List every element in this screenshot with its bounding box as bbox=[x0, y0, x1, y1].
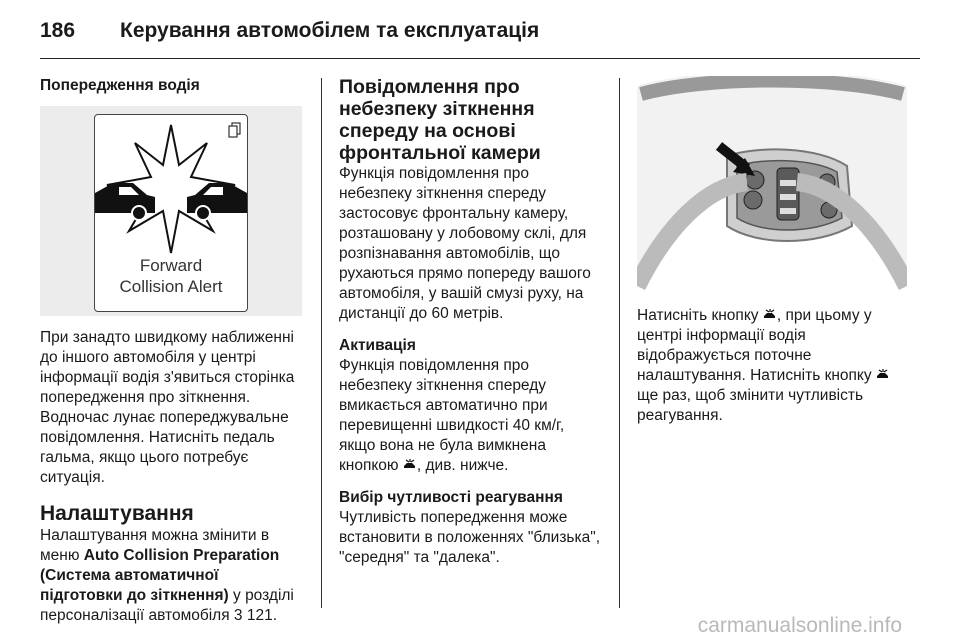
steering-wheel-illustration bbox=[637, 76, 907, 296]
settings-heading: Налаштування bbox=[40, 502, 194, 525]
page-number: 186 bbox=[40, 19, 76, 42]
chapter-title: Керування автомобілем та експлуатація bbox=[120, 19, 540, 42]
sensitivity-instructions bbox=[637, 306, 902, 426]
settings-menu-name: Auto Collision Preparation (Система автоматичної підготовки до зіткнення) bbox=[40, 547, 280, 604]
settings-text bbox=[40, 526, 305, 626]
steering-wheel-figure bbox=[637, 76, 907, 296]
activation-text-pre: Функція повідомлення про небезпеку зіткнення спереду вмикається автоматично при перевищенні швидкості 40 км/г, якщо вона не була вимкнена кнопкою bbox=[339, 357, 565, 474]
activation-subhead: Активація bbox=[339, 337, 416, 354]
watermark: carmanualsonline.info bbox=[697, 614, 902, 637]
activation-text bbox=[339, 356, 604, 476]
header-rule bbox=[40, 58, 920, 59]
driver-warning-subhead: Попередження водія bbox=[40, 77, 200, 94]
column-1 bbox=[40, 76, 305, 626]
column-2 bbox=[339, 76, 604, 568]
instruction-text-post: ще раз, щоб змінити чутливість реагування. bbox=[637, 387, 864, 424]
camera-alert-heading: Повідомлення про небезпеку зіткнення спереду на основі фронтальної камери bbox=[339, 76, 541, 164]
column-divider-2 bbox=[619, 78, 620, 608]
sensitivity-text: Чутливість попередження може встановити в положеннях "близька", "середня" та "далека". bbox=[339, 509, 601, 566]
figure-caption-line2: Collision Alert bbox=[119, 277, 223, 296]
settings-text-pre: Налаштування можна змінити в меню bbox=[40, 527, 270, 564]
instruction-text-mid: , при цьому у центрі інформації водія відображується поточне налаштування. Натисніть кнопку bbox=[637, 307, 876, 384]
alert-display-card bbox=[94, 114, 248, 312]
sensitivity-subhead: Вибір чутливості реагування bbox=[339, 489, 563, 506]
settings-page-ref: 121. bbox=[242, 607, 278, 624]
collision-alert-button-icon bbox=[876, 366, 890, 386]
activation-text-post: , див. нижче. bbox=[416, 457, 509, 474]
figure-caption-line1: Forward bbox=[139, 256, 203, 275]
page-header bbox=[40, 14, 920, 54]
forward-collision-alert-figure bbox=[40, 106, 302, 316]
driver-warning-text: При занадто швидкому наближенні до іншого автомобіля у центрі інформації водія з'явиться сторінка попередження про зіткнення. Водночас лунає попереджувальне повідомлення. Натисніть педаль гальма, якщо цього потребує ситуація. bbox=[40, 329, 295, 486]
camera-alert-text: Функція повідомлення про небезпеку зіткнення спереду застосовує фронтальну камеру, розташовану у лобовому склі, для розпізнавання автомобілів, що рухаються прямо попереду вашого автомобіля, у вашій смузі руху, на дистанції до 60 метрів. bbox=[339, 165, 591, 322]
reference-arrow-icon: 3 bbox=[233, 607, 243, 624]
instruction-text-pre: Натисніть кнопку bbox=[637, 307, 763, 324]
column-divider-1 bbox=[321, 78, 322, 608]
column-3 bbox=[637, 76, 902, 426]
settings-text-post: у розділі персоналізації автомобіля bbox=[40, 587, 294, 624]
collision-alert-button-icon bbox=[763, 306, 777, 326]
collision-alert-button-icon bbox=[403, 456, 417, 476]
